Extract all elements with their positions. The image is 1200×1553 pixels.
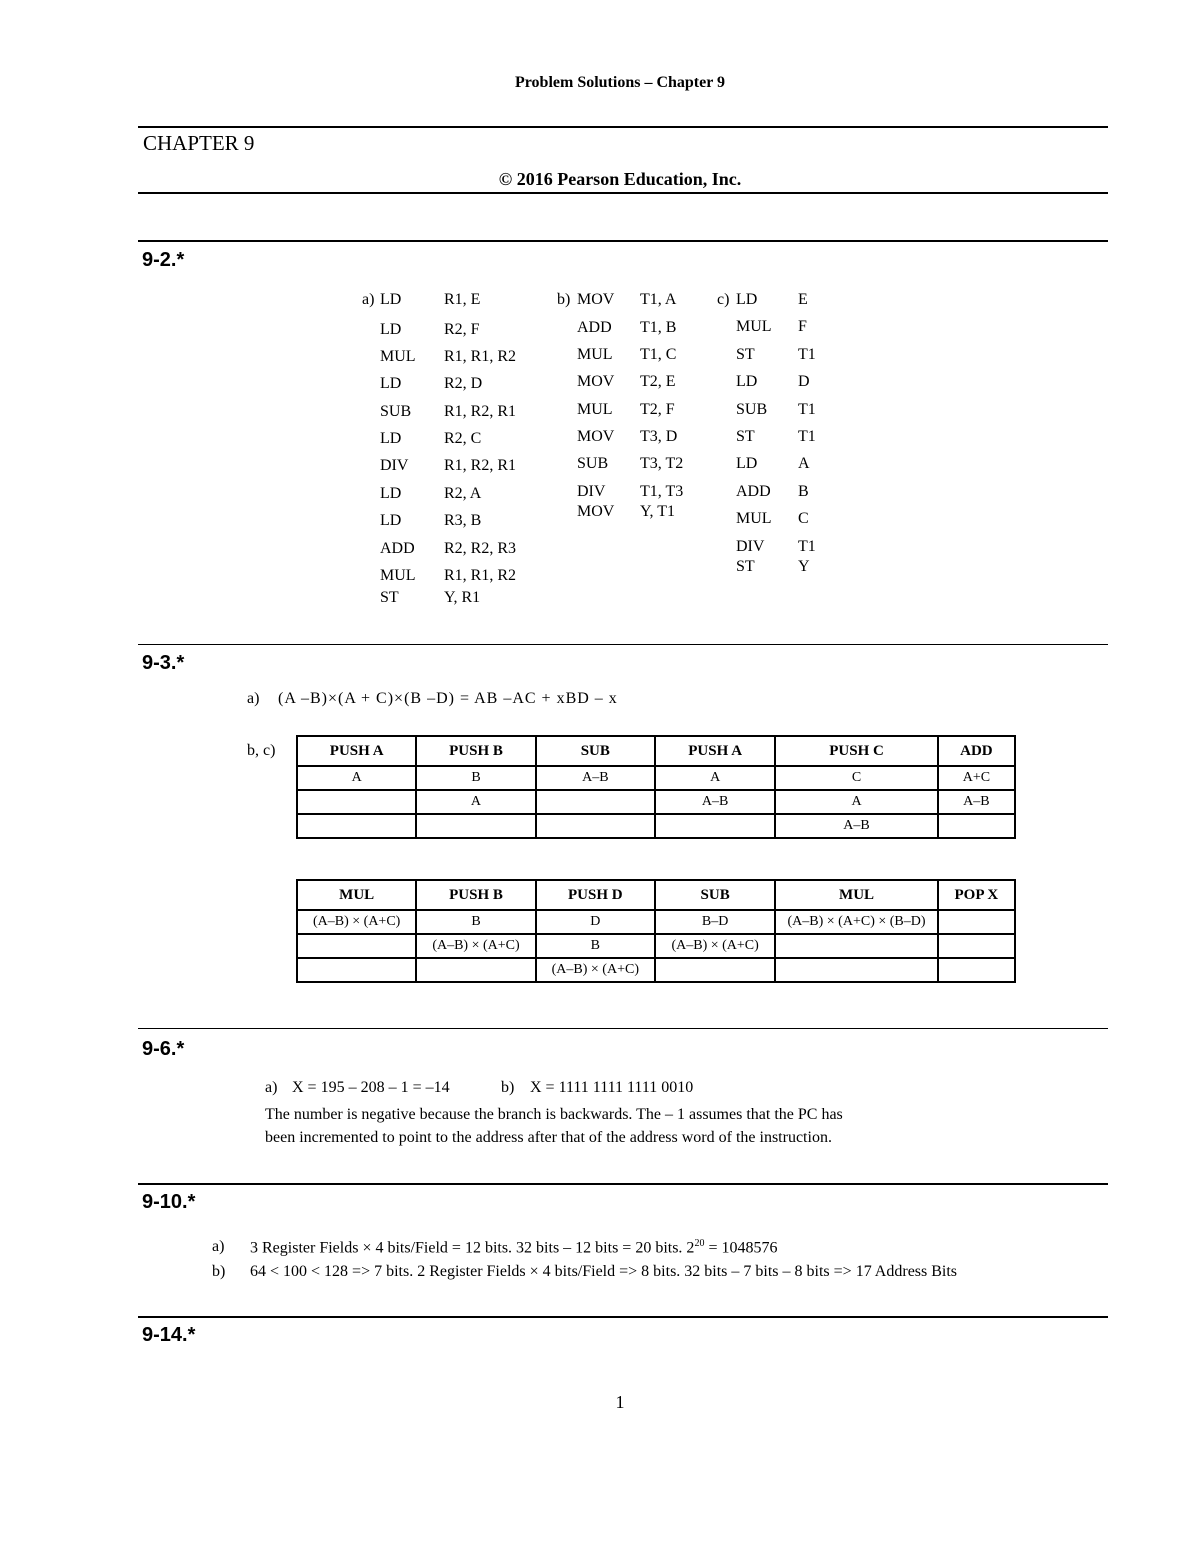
opcode: LD [380, 430, 402, 447]
table-cell: B [536, 934, 655, 958]
page-number: 1 [615, 1392, 625, 1412]
rule-9-3 [138, 644, 1108, 645]
opcode: MUL [577, 401, 613, 418]
opcode: LD [380, 321, 402, 338]
table-cell: B–D [655, 910, 775, 934]
table-cell: (A–B) × (A+C) × (B–D) [775, 910, 937, 934]
table-row [297, 958, 1015, 982]
column-header: SUB [655, 880, 775, 910]
table-row [297, 934, 1015, 958]
operands: R2, R2, R3 [444, 540, 517, 557]
answer-a-result: = 1048576 [704, 1239, 778, 1257]
column-header: MUL [775, 880, 937, 910]
table-cell: (A–B) × (A+C) [297, 910, 416, 934]
table-cell: (A–B) × (A+C) [655, 934, 775, 958]
operands: R3, B [444, 512, 482, 529]
table-cell [536, 790, 655, 814]
operands: R1, R1, R2 [444, 348, 517, 365]
table-cell [297, 790, 416, 814]
exponent: 20 [694, 1238, 705, 1249]
part-prefix-a: a) [212, 1238, 225, 1255]
running-header: Problem Solutions – Chapter 9 [514, 74, 726, 91]
table-header-row [297, 736, 1015, 766]
opcode: ST [736, 558, 755, 575]
part-prefix-b: b) [501, 1079, 515, 1096]
table-cell: A+C [938, 766, 1015, 790]
part-prefix-a: a) [247, 690, 260, 707]
opcode: LD [380, 291, 402, 308]
table-cell [297, 958, 416, 982]
operands: R2, C [444, 430, 482, 447]
opcode: MUL [380, 348, 416, 365]
table-cell: A [416, 790, 535, 814]
operands: Y, T1 [640, 503, 675, 520]
table-cell: A–B [655, 790, 775, 814]
table-cell: (A–B) × (A+C) [416, 934, 535, 958]
table-cell [938, 910, 1015, 934]
table-cell: A [775, 790, 937, 814]
table-cell [655, 814, 775, 838]
opcode: LD [736, 291, 758, 308]
operands: F [798, 318, 807, 335]
table-cell [297, 814, 416, 838]
opcode: MUL [736, 318, 772, 335]
opcode: MUL [380, 567, 416, 584]
column-header: PUSH A [297, 736, 416, 766]
rule-9-6 [138, 1028, 1108, 1029]
table-cell: B [416, 766, 535, 790]
problem-label-9-14: 9-14.* [142, 1324, 196, 1346]
answer-a-text: 3 Register Fields × 4 bits/Field = 12 bits. 32 bits – 12 bits = 20 bits. 2 [250, 1239, 695, 1257]
expression: (A –B)×(A + C)×(B –D) = AB –AC + xBD – x [278, 690, 618, 707]
opcode: LD [380, 485, 402, 502]
operands: R1, R1, R2 [444, 567, 517, 584]
table-cell: C [775, 766, 937, 790]
opcode: LD [380, 375, 402, 392]
chapter-title: CHAPTER 9 [143, 131, 255, 155]
operands: T1, T3 [640, 483, 684, 500]
operands: T1 [798, 428, 816, 445]
table-cell: A [297, 766, 416, 790]
code-prefix: b) [557, 291, 571, 308]
rule-9-14 [138, 1316, 1108, 1318]
problem-label-9-10: 9-10.* [142, 1191, 196, 1213]
operands: B [798, 483, 809, 500]
answer-a: X = 195 – 208 – 1 = –14 [292, 1079, 450, 1096]
opcode: MOV [577, 291, 615, 308]
column-header: PUSH C [775, 736, 937, 766]
part-prefix-bc: b, c) [247, 742, 276, 759]
operands: R2, A [444, 485, 482, 502]
opcode: SUB [380, 403, 412, 420]
table-cell [775, 958, 937, 982]
operands: T1 [798, 538, 816, 555]
answer-b: 64 < 100 < 128 => 7 bits. 2 Register Fields × 4 bits/Field => 8 bits. 32 bits – 7 bits – 8 bits => 17 Address Bits [250, 1263, 958, 1280]
opcode: MUL [736, 510, 772, 527]
opcode: LD [736, 455, 758, 472]
operands: Y [798, 558, 810, 575]
table-cell: A–B [938, 790, 1015, 814]
operands: R1, E [444, 291, 481, 308]
problem-label-9-3: 9-3.* [142, 652, 185, 674]
table-row [297, 766, 1015, 790]
operands: T1 [798, 401, 816, 418]
code-prefix: a) [362, 291, 375, 308]
opcode: SUB [577, 455, 609, 472]
operands: D [798, 373, 810, 390]
problem-label-9-6: 9-6.* [142, 1038, 185, 1060]
operands: T2, E [640, 373, 676, 390]
opcode: ADD [577, 319, 612, 336]
operands: T3, T2 [640, 455, 684, 472]
column-header: POP X [938, 880, 1015, 910]
opcode: ST [380, 589, 399, 606]
operands: T1, A [640, 291, 677, 308]
table-cell [938, 934, 1015, 958]
table-header-row [297, 880, 1015, 910]
opcode: ADD [736, 483, 771, 500]
operands: R1, R2, R1 [444, 457, 517, 474]
code-prefix: c) [717, 291, 730, 308]
opcode: MUL [577, 346, 613, 363]
operands: C [798, 510, 809, 527]
operands: T1 [798, 346, 816, 363]
opcode: DIV [380, 457, 409, 474]
operands: T1, C [640, 346, 677, 363]
column-header: PUSH A [655, 736, 775, 766]
part-prefix-b: b) [212, 1263, 226, 1280]
copyright-line: © 2016 Pearson Education, Inc. [498, 169, 742, 189]
operands: T3, D [640, 428, 678, 445]
table-cell [775, 934, 937, 958]
part-prefix-a: a) [265, 1079, 278, 1096]
opcode: LD [380, 512, 402, 529]
operands: R2, F [444, 321, 480, 338]
table-cell: D [536, 910, 655, 934]
operands: T2, F [640, 401, 675, 418]
column-header: ADD [938, 736, 1015, 766]
table-cell [938, 814, 1015, 838]
table-cell [416, 958, 535, 982]
column-header: PUSH B [416, 880, 535, 910]
table-cell: B [416, 910, 535, 934]
table-row [297, 910, 1015, 934]
stack-table-2 [296, 879, 1016, 983]
table-cell [655, 958, 775, 982]
table-cell: (A–B) × (A+C) [536, 958, 655, 982]
operands: E [798, 291, 808, 308]
stack-table-1 [296, 735, 1016, 839]
explanation-line-1: The number is negative because the branch is backwards. The – 1 assumes that the PC has [265, 1106, 843, 1123]
opcode: ST [736, 346, 755, 363]
opcode: MOV [577, 503, 615, 520]
opcode: DIV [577, 483, 606, 500]
table-cell [536, 814, 655, 838]
table-cell [416, 814, 535, 838]
operands: A [798, 455, 810, 472]
column-header: PUSH D [536, 880, 655, 910]
rule-top [138, 126, 1108, 128]
table-cell [938, 958, 1015, 982]
explanation-line-2: been incremented to point to the address after that of the address word of the instruction. [265, 1129, 832, 1146]
answer-b: X = 1111 1111 1111 0010 [530, 1079, 694, 1096]
rule-9-10 [138, 1183, 1108, 1185]
table-cell: A [655, 766, 775, 790]
opcode: DIV [736, 538, 765, 555]
opcode: LD [736, 373, 758, 390]
operands: R1, R2, R1 [444, 403, 517, 420]
rule-below-copyright [138, 192, 1108, 194]
rule-9-2 [138, 240, 1108, 242]
opcode: MOV [577, 373, 615, 390]
opcode: ST [736, 428, 755, 445]
problem-label-9-2: 9-2.* [142, 249, 185, 271]
answer-a [250, 1238, 777, 1257]
operands: T1, B [640, 319, 677, 336]
opcode: SUB [736, 401, 768, 418]
table-cell: A–B [536, 766, 655, 790]
table-row [297, 790, 1015, 814]
operands: R2, D [444, 375, 483, 392]
table-cell: A–B [775, 814, 937, 838]
table-row [297, 814, 1015, 838]
table-cell [297, 934, 416, 958]
operands: Y, R1 [444, 589, 481, 606]
column-header: PUSH B [416, 736, 535, 766]
opcode: ADD [380, 540, 415, 557]
column-header: MUL [297, 880, 416, 910]
opcode: MOV [577, 428, 615, 445]
column-header: SUB [536, 736, 655, 766]
